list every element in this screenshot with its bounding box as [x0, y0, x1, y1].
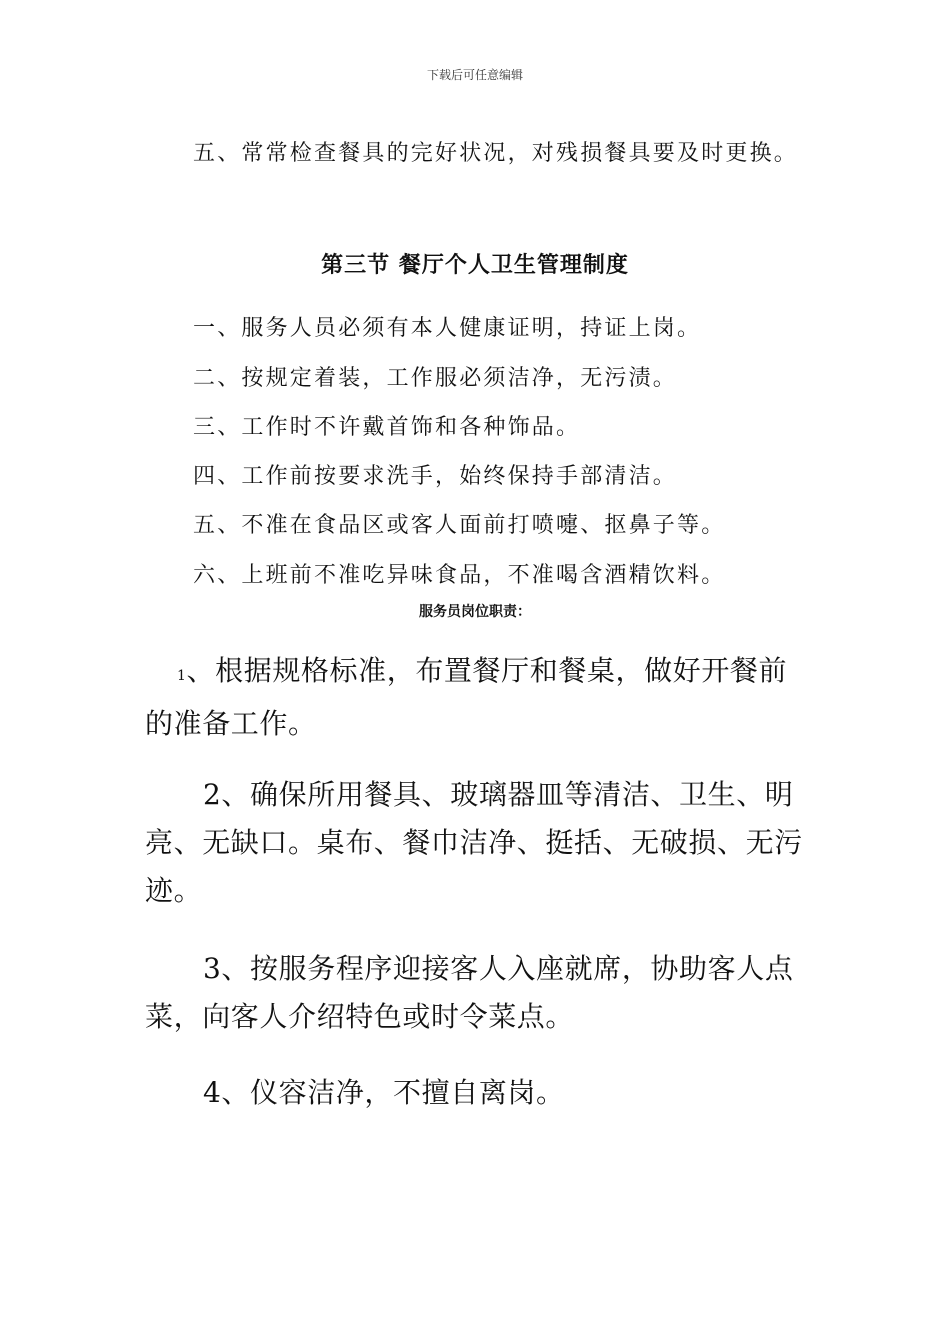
duty-item-4 [145, 1069, 807, 1117]
duty-text: 、仪容洁净，不擅自离岗。 [221, 1076, 565, 1109]
duty-item-1 [145, 647, 807, 748]
hygiene-item-6: 六、上班前不准吃异味食品，不准喝含酒精饮料。 [193, 563, 726, 588]
duty-item-3 [145, 945, 807, 1041]
duties-title: 服务员岗位职责： [419, 604, 531, 620]
duty-number: 1 [177, 668, 187, 684]
duty-number: 3 [203, 952, 222, 985]
page-header-note: 下载后可任意编辑 [426, 68, 523, 82]
duty-number: 2 [203, 778, 222, 811]
hygiene-item-1: 一、服务人员必须有本人健康证明，持证上岗。 [193, 316, 702, 341]
duty-text: 、按服务程序迎接客人入座就席，协助客人点菜，向客人介绍特色或时令菜点。 [145, 952, 794, 1033]
duty-number: 4 [203, 1076, 222, 1109]
hygiene-item-4: 四、工作前按要求洗手，始终保持手部清洁。 [193, 464, 678, 489]
duty-item-2 [145, 771, 807, 915]
hygiene-item-5: 五、不准在食品区或客人面前打喷嚏、抠鼻子等。 [193, 513, 726, 538]
hygiene-item-3: 三、工作时不许戴首饰和各种饰品。 [193, 415, 581, 440]
duty-text: 、确保所用餐具、玻璃器皿等清洁、卫生、明亮、无缺口。桌布、餐巾洁净、挺括、无破损、无污迹。 [145, 778, 803, 907]
intro-item-5: 五、常常检查餐具的完好状况，对残损餐具要及时更换。 [193, 141, 799, 166]
duty-text: 、根据规格标准，布置餐厅和餐桌，做好开餐前的准备工作。 [145, 654, 788, 740]
section-title: 第三节 餐厅个人卫生管理制度 [321, 253, 629, 278]
hygiene-item-2: 二、按规定着装，工作服必须洁净，无污渍。 [193, 366, 678, 391]
